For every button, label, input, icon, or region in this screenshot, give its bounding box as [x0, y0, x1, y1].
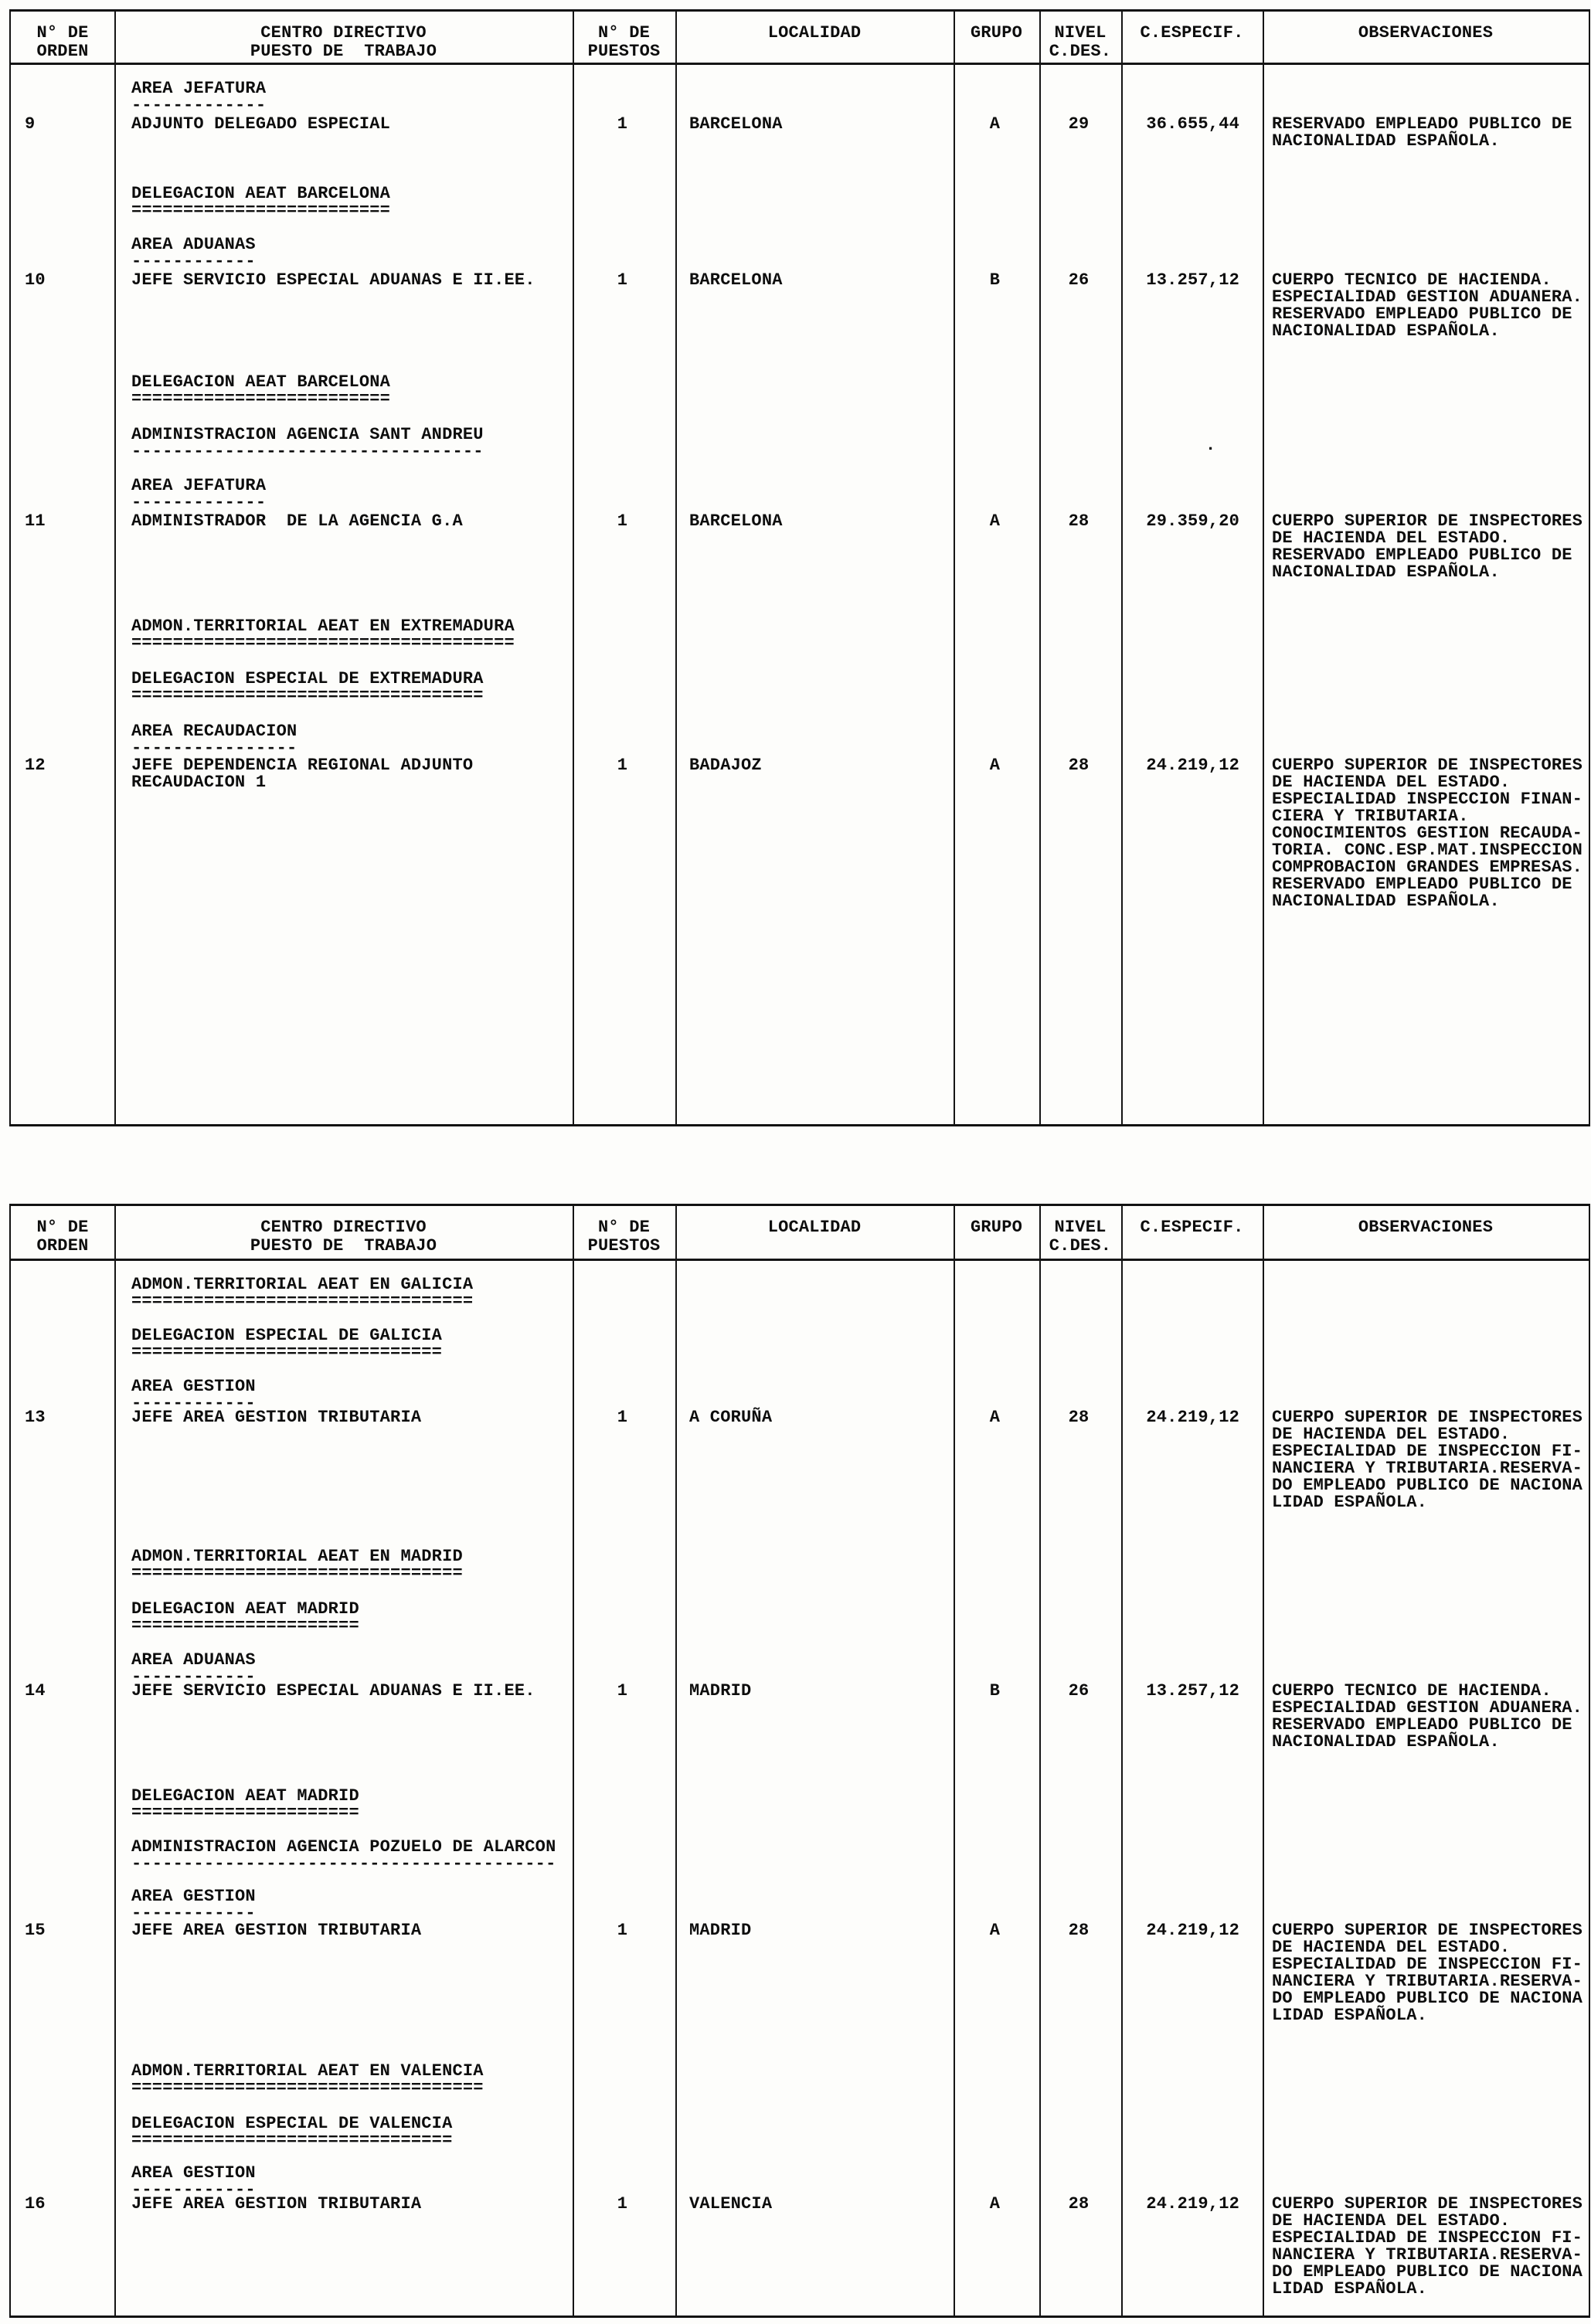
row-observacion-line: DO EMPLEADO PUBLICO DE NACIONA: [1272, 1989, 1583, 2008]
row-observacion-line: CUERPO SUPERIOR DE INSPECTORES: [1272, 2194, 1583, 2214]
positions-table-2: [9, 1204, 1590, 2318]
header-nivel-line1: NIVEL: [1054, 1218, 1107, 1237]
row-c-especif: 24.219,12: [1146, 2194, 1239, 2214]
row-localidad: MADRID: [689, 1921, 752, 1940]
row-localidad: MADRID: [689, 1681, 752, 1701]
row-observacion-line: ESPECIALIDAD INSPECCION FINAN-: [1272, 790, 1583, 809]
row-orden: 10: [25, 270, 46, 290]
row-orden: 12: [25, 756, 46, 775]
header-col-c-especif: [1121, 24, 1263, 42]
row-grupo: B: [989, 270, 1001, 290]
row-nivel: 26: [1068, 270, 1090, 290]
row-observacion-line: LIDAD ESPAÑOLA.: [1272, 1493, 1428, 1512]
header-separator: [11, 1259, 1589, 1261]
row-localidad: BARCELONA: [689, 114, 783, 134]
header-col-localidad: [675, 24, 954, 42]
column-divider: [954, 12, 955, 1124]
header-nivel-line2: C.DES.: [1049, 1236, 1112, 1255]
header-c-especif-label: C.ESPECIF.: [1140, 23, 1244, 42]
column-divider: [1039, 1206, 1041, 2316]
row-num-puestos: 1: [617, 756, 628, 775]
header-col-num-puestos: [573, 24, 675, 61]
column-divider: [573, 1206, 574, 2316]
header-centro-line2: PUESTO DE TRABAJO: [250, 42, 437, 61]
row-puesto-line: JEFE AREA GESTION TRIBUTARIA: [131, 2194, 422, 2214]
header-col-grupo: [954, 24, 1039, 42]
section-underline: ------------: [131, 1667, 256, 1687]
section-heading: DELEGACION AEAT MADRID: [131, 1599, 359, 1619]
row-localidad: BARCELONA: [689, 270, 783, 290]
row-puesto-line: ADJUNTO DELEGADO ESPECIAL: [131, 114, 391, 134]
section-underline: =================================: [131, 1292, 474, 1311]
row-observacion-line: RESERVADO EMPLEADO PUBLICO DE: [1272, 304, 1572, 324]
row-observacion-line: NANCIERA Y TRIBUTARIA.RESERVA-: [1272, 1459, 1583, 1478]
section-underline: -----------------------------------------: [131, 1854, 556, 1874]
row-observacion-line: RESERVADO EMPLEADO PUBLICO DE: [1272, 114, 1572, 134]
row-grupo: A: [989, 1408, 1001, 1427]
row-observacion-line: RESERVADO EMPLEADO PUBLICO DE: [1272, 1715, 1572, 1735]
row-observacion-line: TORIA. CONC.ESP.MAT.INSPECCION: [1272, 841, 1583, 860]
header-centro-line1: CENTRO DIRECTIVO: [260, 23, 427, 42]
section-underline: ================================: [131, 1564, 463, 1583]
row-orden: 9: [25, 114, 36, 134]
row-observacion-line: COMPROBACION GRANDES EMPRESAS.: [1272, 858, 1583, 877]
header-observaciones-label: OBSERVACIONES: [1358, 23, 1494, 42]
section-underline: ==============================: [131, 1343, 443, 1362]
row-puesto-line: JEFE AREA GESTION TRIBUTARIA: [131, 1921, 422, 1940]
row-orden: 16: [25, 2194, 46, 2214]
row-localidad: A CORUÑA: [689, 1408, 773, 1427]
row-puesto-line: JEFE SERVICIO ESPECIAL ADUANAS E II.EE.: [131, 270, 535, 290]
row-observacion-line: CUERPO SUPERIOR DE INSPECTORES: [1272, 756, 1583, 775]
row-observacion-line: CUERPO TECNICO DE HACIENDA.: [1272, 270, 1552, 290]
section-underline: ==================================: [131, 2078, 484, 2098]
header-col-centro-directivo: [114, 1218, 573, 1255]
section-heading: ADMON.TERRITORIAL AEAT EN EXTREMADURA: [131, 617, 515, 636]
row-num-puestos: 1: [617, 114, 628, 134]
row-observacion-line: CUERPO SUPERIOR DE INSPECTORES: [1272, 511, 1583, 531]
column-divider: [1263, 1206, 1264, 2316]
row-puesto-line: JEFE DEPENDENCIA REGIONAL ADJUNTO: [131, 756, 474, 775]
row-num-puestos: 1: [617, 270, 628, 290]
row-localidad: VALENCIA: [689, 2194, 773, 2214]
row-grupo: A: [989, 1921, 1001, 1940]
section-underline: ------------: [131, 2180, 256, 2200]
row-observacion-line: RESERVADO EMPLEADO PUBLICO DE: [1272, 875, 1572, 894]
section-heading: DELEGACION ESPECIAL DE EXTREMADURA: [131, 669, 484, 688]
header-localidad-label: LOCALIDAD: [767, 1218, 862, 1237]
column-divider: [1039, 12, 1041, 1124]
section-heading: ADMINISTRACION AGENCIA SANT ANDREU: [131, 425, 484, 444]
row-c-especif: 24.219,12: [1146, 1921, 1239, 1940]
header-orden-line2: ORDEN: [36, 1236, 89, 1255]
row-num-puestos: 1: [617, 2194, 628, 2214]
section-heading: DELEGACION ESPECIAL DE GALICIA: [131, 1326, 443, 1345]
header-grupo-label: GRUPO: [970, 1218, 1022, 1237]
row-orden: 15: [25, 1921, 46, 1940]
section-heading: DELEGACION AEAT BARCELONA: [131, 184, 391, 203]
header-puestos-line1: N° DE: [597, 23, 650, 42]
header-localidad-label: LOCALIDAD: [767, 23, 862, 42]
section-underline: =========================: [131, 201, 391, 220]
row-observacion-line: DE HACIENDA DEL ESTADO.: [1272, 773, 1511, 792]
section-underline: ------------: [131, 1904, 256, 1923]
section-heading: DELEGACION ESPECIAL DE VALENCIA: [131, 2114, 453, 2133]
row-puesto-line: RECAUDACION 1: [131, 773, 267, 792]
section-heading: AREA ADUANAS: [131, 235, 256, 254]
header-observaciones-label: OBSERVACIONES: [1358, 1218, 1494, 1237]
section-underline: =====================================: [131, 634, 515, 653]
row-c-especif: 13.257,12: [1146, 1681, 1239, 1701]
row-observacion-line: NACIONALIDAD ESPAÑOLA.: [1272, 892, 1500, 911]
row-observacion-line: CIERA Y TRIBUTARIA.: [1272, 807, 1469, 826]
row-observacion-line: NACIONALIDAD ESPAÑOLA.: [1272, 131, 1500, 151]
section-heading: AREA ADUANAS: [131, 1650, 256, 1670]
row-num-puestos: 1: [617, 1921, 628, 1940]
row-localidad: BARCELONA: [689, 511, 783, 531]
positions-table-1: [9, 9, 1590, 1126]
section-underline: -------------: [131, 493, 267, 512]
section-heading: DELEGACION AEAT BARCELONA: [131, 372, 391, 392]
header-c-especif-label: C.ESPECIF.: [1140, 1218, 1244, 1237]
header-orden-line2: ORDEN: [36, 42, 89, 61]
row-observacion-line: DE HACIENDA DEL ESTADO.: [1272, 2211, 1511, 2231]
column-divider: [675, 1206, 677, 2316]
header-col-orden: [11, 1218, 114, 1255]
column-divider: [114, 1206, 116, 2316]
section-heading: AREA GESTION: [131, 1377, 256, 1396]
column-divider: [1121, 12, 1123, 1124]
section-underline: ======================: [131, 1803, 359, 1823]
section-underline: ------------: [131, 1394, 256, 1413]
header-puestos-line2: PUESTOS: [587, 42, 661, 61]
row-observacion-line: NACIONALIDAD ESPAÑOLA.: [1272, 562, 1500, 582]
column-divider: [954, 1206, 955, 2316]
section-underline: ------------: [131, 252, 256, 271]
row-orden: 13: [25, 1408, 46, 1427]
section-heading: AREA GESTION: [131, 2163, 256, 2183]
row-observacion-line: ESPECIALIDAD GESTION ADUANERA.: [1272, 1698, 1583, 1718]
row-puesto-line: JEFE AREA GESTION TRIBUTARIA: [131, 1408, 422, 1427]
section-heading: ADMON.TERRITORIAL AEAT EN GALICIA: [131, 1275, 474, 1294]
section-heading: ADMINISTRACION AGENCIA POZUELO DE ALARCON: [131, 1837, 556, 1857]
row-grupo: B: [989, 1681, 1001, 1701]
row-c-especif: 29.359,20: [1146, 511, 1239, 531]
section-underline: ======================: [131, 1616, 359, 1636]
row-observacion-line: DE HACIENDA DEL ESTADO.: [1272, 1938, 1511, 1957]
column-divider: [114, 12, 116, 1124]
header-separator: [11, 63, 1589, 65]
row-orden: 11: [25, 511, 46, 531]
section-heading: AREA RECAUDACION: [131, 722, 297, 741]
row-observacion-line: NANCIERA Y TRIBUTARIA.RESERVA-: [1272, 2245, 1583, 2265]
row-grupo: A: [989, 511, 1001, 531]
section-underline: ==================================: [131, 686, 484, 705]
row-observacion-line: NANCIERA Y TRIBUTARIA.RESERVA-: [1272, 1972, 1583, 1991]
row-observacion-line: CUERPO SUPERIOR DE INSPECTORES: [1272, 1408, 1583, 1427]
row-puesto-line: ADMINISTRADOR DE LA AGENCIA G.A: [131, 511, 463, 531]
column-divider: [1263, 12, 1264, 1124]
row-grupo: A: [989, 756, 1001, 775]
row-num-puestos: 1: [617, 1681, 628, 1701]
header-orden-line1: N° DE: [36, 23, 89, 42]
row-observacion-line: CUERPO SUPERIOR DE INSPECTORES: [1272, 1921, 1583, 1940]
row-observacion-line: LIDAD ESPAÑOLA.: [1272, 2006, 1428, 2025]
section-heading: AREA JEFATURA: [131, 79, 267, 98]
row-nivel: 28: [1068, 511, 1090, 531]
row-c-especif: 24.219,12: [1146, 756, 1239, 775]
row-c-especif: 36.655,44: [1146, 114, 1239, 134]
header-col-observaciones: [1263, 24, 1589, 42]
row-observacion-line: ESPECIALIDAD DE INSPECCION FI-: [1272, 1955, 1583, 1974]
header-col-observaciones: [1263, 1218, 1589, 1237]
header-col-num-puestos: [573, 1218, 675, 1255]
header-nivel-line1: NIVEL: [1054, 23, 1107, 42]
section-underline: ----------------------------------: [131, 442, 484, 461]
row-observacion-line: ESPECIALIDAD DE INSPECCION FI-: [1272, 1442, 1583, 1461]
row-observacion-line: DO EMPLEADO PUBLICO DE NACIONA: [1272, 1476, 1583, 1495]
section-heading: AREA JEFATURA: [131, 476, 267, 495]
row-observacion-line: NACIONALIDAD ESPAÑOLA.: [1272, 321, 1500, 341]
row-observacion-line: RESERVADO EMPLEADO PUBLICO DE: [1272, 545, 1572, 565]
row-observacion-line: DE HACIENDA DEL ESTADO.: [1272, 528, 1511, 548]
column-divider: [675, 12, 677, 1124]
section-heading: DELEGACION AEAT MADRID: [131, 1786, 359, 1806]
row-nivel: 28: [1068, 2194, 1090, 2214]
scan-artifact: .: [1205, 436, 1216, 455]
header-col-orden: [11, 24, 114, 61]
header-col-centro-directivo: [114, 24, 573, 61]
header-puestos-line1: N° DE: [597, 1218, 650, 1237]
row-observacion-line: ESPECIALIDAD GESTION ADUANERA.: [1272, 287, 1583, 307]
header-col-c-especif: [1121, 1218, 1263, 1237]
row-nivel: 28: [1068, 756, 1090, 775]
row-grupo: A: [989, 114, 1001, 134]
section-underline: -------------: [131, 96, 267, 115]
row-c-especif: 13.257,12: [1146, 270, 1239, 290]
row-observacion-line: LIDAD ESPAÑOLA.: [1272, 2279, 1428, 2299]
row-num-puestos: 1: [617, 1408, 628, 1427]
header-col-nivel: [1039, 24, 1121, 61]
row-observacion-line: ESPECIALIDAD DE INSPECCION FI-: [1272, 2228, 1583, 2248]
header-centro-line2: PUESTO DE TRABAJO: [250, 1236, 437, 1255]
row-puesto-line: JEFE SERVICIO ESPECIAL ADUANAS E II.EE.: [131, 1681, 535, 1701]
row-c-especif: 24.219,12: [1146, 1408, 1239, 1427]
row-nivel: 28: [1068, 1921, 1090, 1940]
row-num-puestos: 1: [617, 511, 628, 531]
section-heading: ADMON.TERRITORIAL AEAT EN MADRID: [131, 1547, 463, 1566]
row-localidad: BADAJOZ: [689, 756, 762, 775]
section-underline: ----------------: [131, 739, 297, 758]
header-nivel-line2: C.DES.: [1049, 42, 1112, 61]
row-orden: 14: [25, 1681, 46, 1701]
row-observacion-line: NACIONALIDAD ESPAÑOLA.: [1272, 1732, 1500, 1751]
header-orden-line1: N° DE: [36, 1218, 89, 1237]
column-divider: [573, 12, 574, 1124]
row-nivel: 29: [1068, 114, 1090, 134]
row-observacion-line: CUERPO TECNICO DE HACIENDA.: [1272, 1681, 1552, 1701]
section-underline: =========================: [131, 389, 391, 409]
section-underline: ===============================: [131, 2131, 453, 2150]
section-heading: AREA GESTION: [131, 1887, 256, 1906]
row-nivel: 28: [1068, 1408, 1090, 1427]
header-col-localidad: [675, 1218, 954, 1237]
row-observacion-line: CONOCIMIENTOS GESTION RECAUDA-: [1272, 824, 1583, 843]
row-observacion-line: DO EMPLEADO PUBLICO DE NACIONA: [1272, 2262, 1583, 2282]
row-nivel: 26: [1068, 1681, 1090, 1701]
header-col-nivel: [1039, 1218, 1121, 1255]
header-centro-line1: CENTRO DIRECTIVO: [260, 1218, 427, 1237]
section-heading: ADMON.TERRITORIAL AEAT EN VALENCIA: [131, 2061, 484, 2081]
header-grupo-label: GRUPO: [970, 23, 1022, 42]
header-col-grupo: [954, 1218, 1039, 1237]
row-grupo: A: [989, 2194, 1001, 2214]
row-observacion-line: DE HACIENDA DEL ESTADO.: [1272, 1425, 1511, 1444]
header-puestos-line2: PUESTOS: [587, 1236, 661, 1255]
column-divider: [1121, 1206, 1123, 2316]
